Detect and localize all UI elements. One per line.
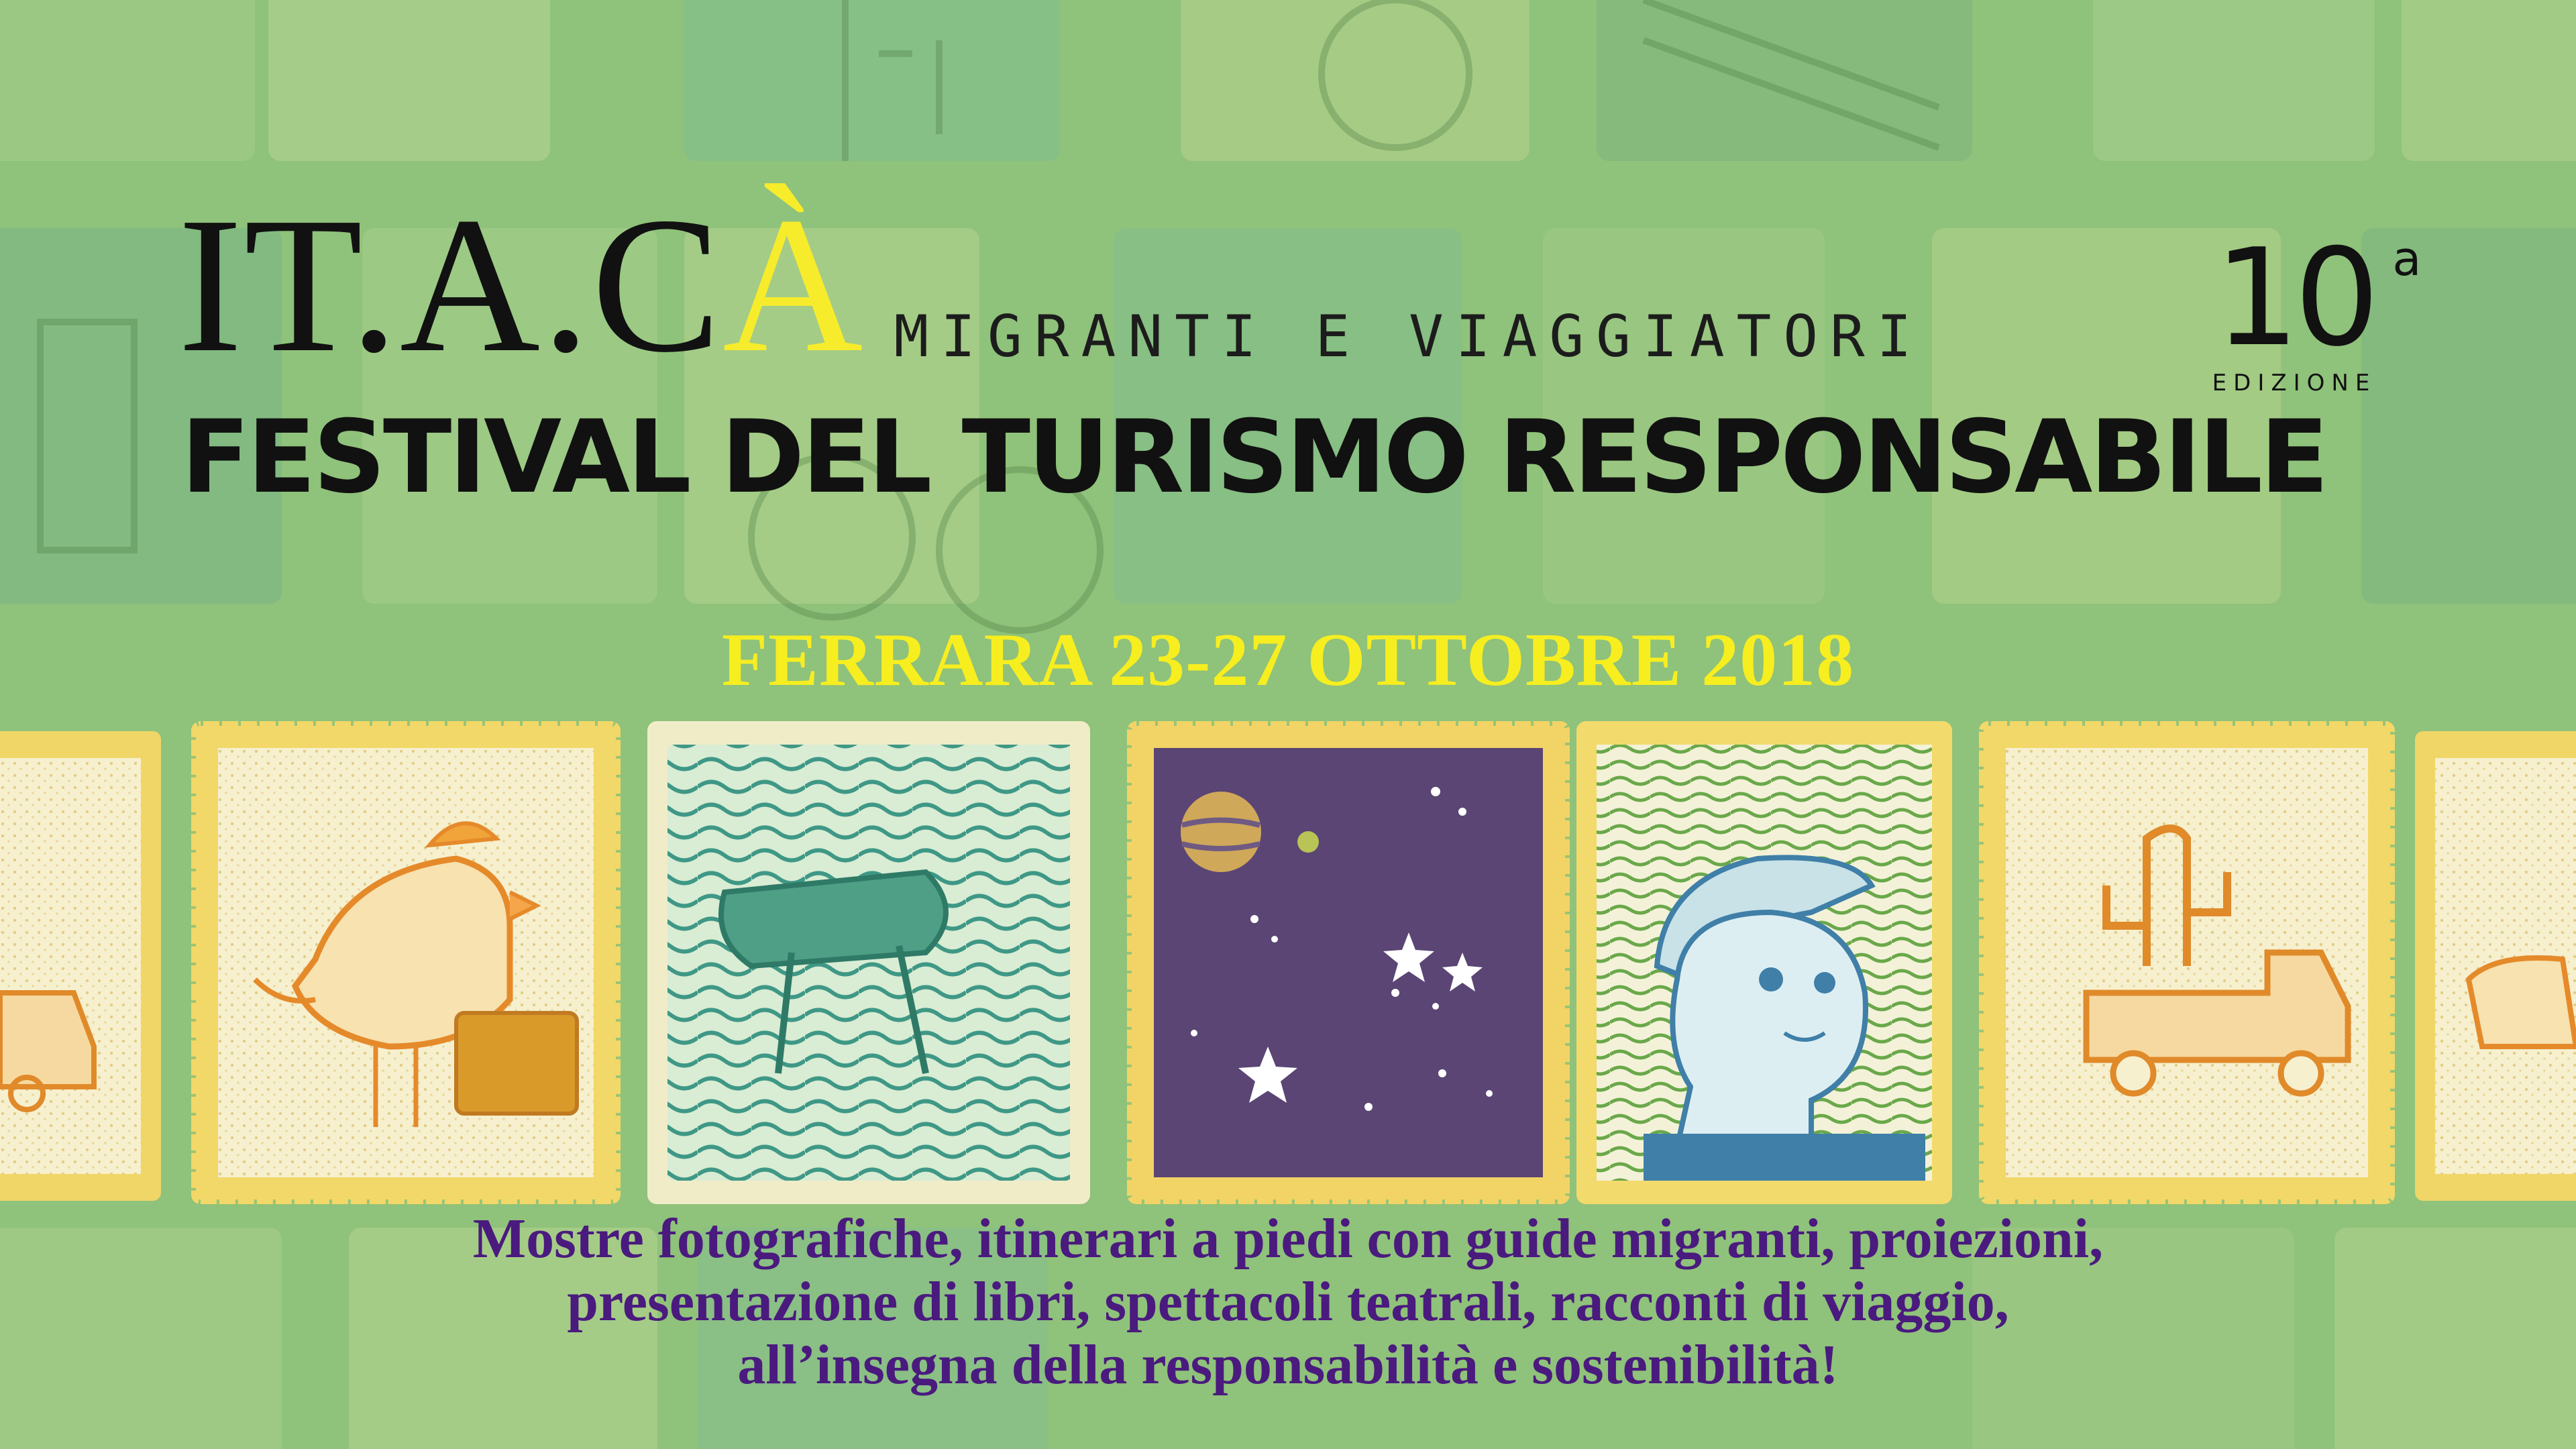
edition-number: 10 a: [2214, 220, 2416, 376]
edition-label: EDIZIONE: [2212, 370, 2377, 396]
title-row: [178, 177, 1924, 392]
description-line-2: presentazione di libri, spettacoli teatrali, racconti di viaggio,: [567, 1271, 2009, 1334]
festival-logo: IT.A.CÀ: [178, 177, 865, 392]
event-description: [0, 1208, 2576, 1397]
event-dates: FERRARA 23-27 OTTOBRE 2018: [721, 619, 1855, 702]
tagline: MIGRANTI E VIAGGIATORI: [894, 303, 1924, 370]
festival-title: FESTIVAL DEL TURISMO RESPONSABILE: [181, 399, 2326, 516]
description-line-1: Mostre fotografiche, itinerari a piedi con guide migranti, proiezioni,: [472, 1208, 2104, 1270]
edition-badge: [2194, 220, 2416, 396]
edition-superscript: a: [2392, 231, 2416, 286]
description-line-3: all’insegna della responsabilità e sostenibilità!: [737, 1334, 1839, 1397]
